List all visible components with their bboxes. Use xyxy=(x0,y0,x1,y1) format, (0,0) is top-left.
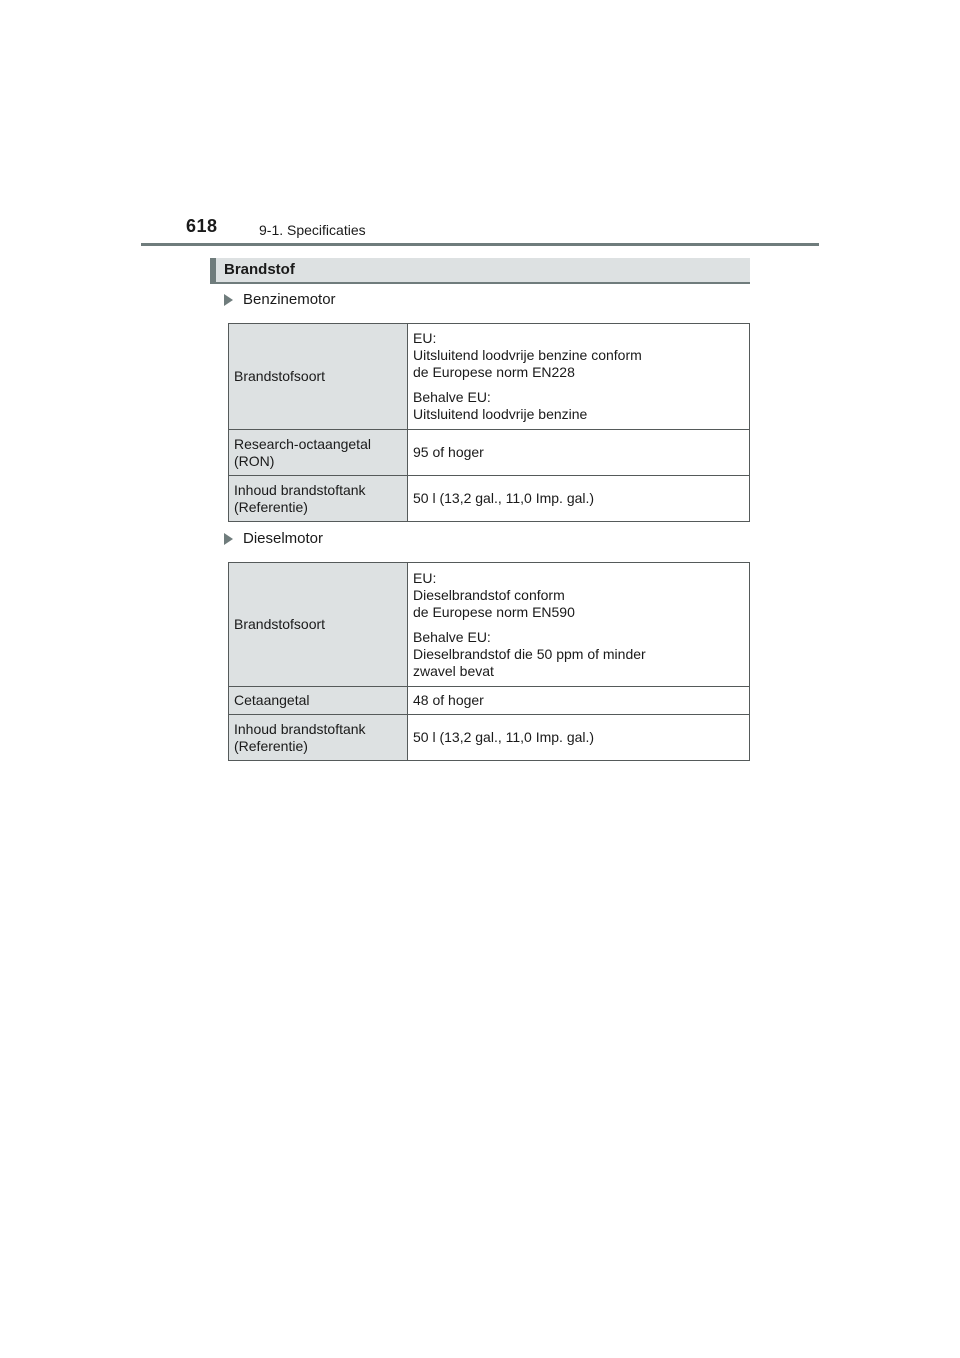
petrol-spec-table xyxy=(228,323,750,522)
heading-accent xyxy=(210,258,216,282)
triangle-bullet-icon xyxy=(224,294,233,306)
table-row xyxy=(229,324,750,430)
row-label: Research-octaangetal (RON) xyxy=(229,430,408,476)
table-row xyxy=(229,430,750,476)
section-title: 9-1. Specificaties xyxy=(259,222,366,238)
heading-title: Brandstof xyxy=(224,261,295,278)
row-value: EU: Uitsluitend loodvrije benzine conform de Europese norm EN228 Behalve EU: Uitsluitend loodvrije benzine xyxy=(408,324,750,430)
row-value: 50 l (13,2 gal., 11,0 Imp. gal.) xyxy=(408,476,750,522)
subsection-diesel xyxy=(224,530,323,547)
subsection-petrol xyxy=(224,291,336,308)
row-value: 50 l (13,2 gal., 11,0 Imp. gal.) xyxy=(408,715,750,761)
row-label: Brandstofsoort xyxy=(229,324,408,430)
subsection-petrol-title: Benzinemotor xyxy=(243,291,336,308)
row-value: 95 of hoger xyxy=(408,430,750,476)
table-row xyxy=(229,563,750,687)
row-value: EU: Dieselbrandstof conform de Europese norm EN590 Behalve EU: Dieselbrandstof die 50 ppm of minder zwavel bevat xyxy=(408,563,750,687)
table-row xyxy=(229,715,750,761)
heading-bar xyxy=(210,258,750,284)
row-label: Cetaangetal xyxy=(229,687,408,715)
row-label: Brandstofsoort xyxy=(229,563,408,687)
table-row xyxy=(229,687,750,715)
table-row xyxy=(229,476,750,522)
triangle-bullet-icon xyxy=(224,533,233,545)
page-number: 618 xyxy=(186,216,218,236)
diesel-spec-table xyxy=(228,562,750,761)
header-rule xyxy=(141,243,819,246)
subsection-diesel-title: Dieselmotor xyxy=(243,530,324,547)
row-label: Inhoud brandstoftank (Referentie) xyxy=(229,715,408,761)
row-value: 48 of hoger xyxy=(408,687,750,715)
row-label: Inhoud brandstoftank (Referentie) xyxy=(229,476,408,522)
